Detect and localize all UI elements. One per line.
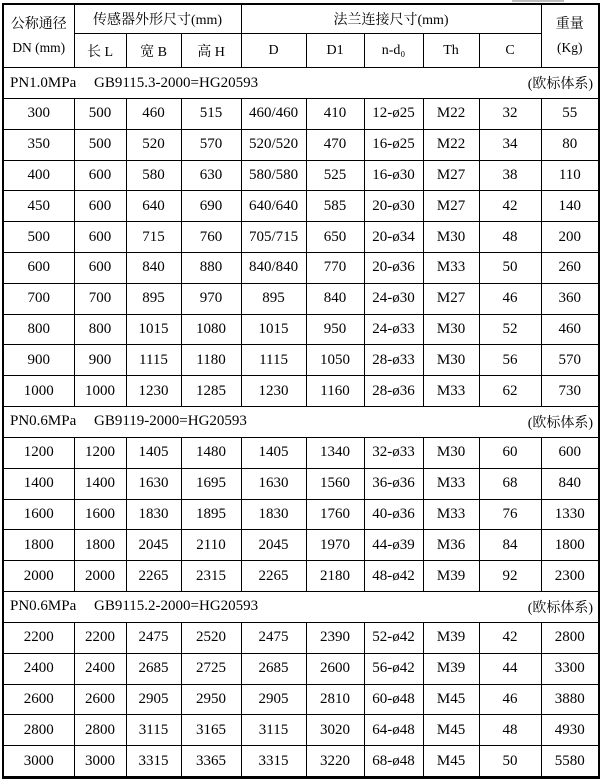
table-row bbox=[3, 191, 599, 222]
cell-d: 1830 bbox=[241, 499, 306, 530]
table-row bbox=[3, 99, 599, 130]
cell-width-b: 640 bbox=[126, 191, 181, 222]
cell-dn: 1600 bbox=[3, 499, 74, 530]
cell-width-b: 580 bbox=[126, 160, 181, 191]
cell-height-h: 1080 bbox=[181, 314, 241, 345]
table-row bbox=[3, 684, 599, 715]
cell-d1: 410 bbox=[306, 99, 364, 130]
cell-d: 1630 bbox=[241, 468, 306, 499]
cell-n-d0: 44-ø39 bbox=[364, 530, 423, 561]
cell-n-d0: 20-ø34 bbox=[364, 222, 423, 253]
cell-dn: 600 bbox=[3, 252, 74, 283]
cell-height-h: 690 bbox=[181, 191, 241, 222]
cell-c: 52 bbox=[479, 314, 541, 345]
table-row bbox=[3, 160, 599, 191]
cell-width-b: 895 bbox=[126, 283, 181, 314]
cell-length-l: 1400 bbox=[74, 468, 126, 499]
header-weight bbox=[541, 4, 599, 68]
cell-length-l: 600 bbox=[74, 191, 126, 222]
cell-th: M39 bbox=[423, 561, 479, 592]
cell-th: M45 bbox=[423, 715, 479, 746]
cell-d1: 1050 bbox=[306, 345, 364, 376]
cell-th: M27 bbox=[423, 191, 479, 222]
cell-th: M45 bbox=[423, 684, 479, 715]
cell-weight: 3300 bbox=[541, 653, 599, 684]
cell-height-h: 1285 bbox=[181, 376, 241, 407]
cell-c: 44 bbox=[479, 653, 541, 684]
cell-dn: 800 bbox=[3, 314, 74, 345]
section-header-row bbox=[3, 591, 599, 622]
cell-d: 460/460 bbox=[241, 99, 306, 130]
cell-height-h: 3365 bbox=[181, 746, 241, 778]
cell-weight: 460 bbox=[541, 314, 599, 345]
cell-d1: 585 bbox=[306, 191, 364, 222]
cell-th: M36 bbox=[423, 530, 479, 561]
cell-dn: 350 bbox=[3, 129, 74, 160]
cell-length-l: 1800 bbox=[74, 530, 126, 561]
cell-c: 46 bbox=[479, 283, 541, 314]
cell-length-l: 2000 bbox=[74, 561, 126, 592]
header-col-th: Th bbox=[423, 34, 479, 68]
flange-dimension-table bbox=[2, 3, 600, 779]
cell-length-l: 1000 bbox=[74, 376, 126, 407]
cell-d: 2685 bbox=[241, 653, 306, 684]
cell-n-d0: 56-ø42 bbox=[364, 653, 423, 684]
cell-length-l: 2800 bbox=[74, 715, 126, 746]
cell-d1: 1560 bbox=[306, 468, 364, 499]
cell-c: 48 bbox=[479, 222, 541, 253]
header-dn-sub: DN (mm) bbox=[12, 39, 66, 55]
table-row bbox=[3, 222, 599, 253]
cell-width-b: 1630 bbox=[126, 468, 181, 499]
table-header bbox=[3, 4, 599, 68]
cell-length-l: 1200 bbox=[74, 437, 126, 468]
cell-height-h: 1895 bbox=[181, 499, 241, 530]
cell-length-l: 600 bbox=[74, 222, 126, 253]
cell-d: 895 bbox=[241, 283, 306, 314]
header-col-length: 长 L bbox=[74, 34, 126, 68]
cell-th: M22 bbox=[423, 129, 479, 160]
cell-dn: 2800 bbox=[3, 715, 74, 746]
cell-d: 840/840 bbox=[241, 252, 306, 283]
cell-d1: 2600 bbox=[306, 653, 364, 684]
cell-n-d0: 68-ø48 bbox=[364, 746, 423, 778]
cell-d: 2045 bbox=[241, 530, 306, 561]
cell-length-l: 2400 bbox=[74, 653, 126, 684]
cell-d1: 3020 bbox=[306, 715, 364, 746]
cell-dn: 500 bbox=[3, 222, 74, 253]
cell-height-h: 2520 bbox=[181, 622, 241, 653]
cell-th: M27 bbox=[423, 283, 479, 314]
section-note: (欧标体系) bbox=[527, 77, 594, 92]
cell-width-b: 460 bbox=[126, 99, 181, 130]
cell-c: 84 bbox=[479, 530, 541, 561]
cell-height-h: 1180 bbox=[181, 345, 241, 376]
table-row bbox=[3, 437, 599, 468]
cell-dn: 1000 bbox=[3, 376, 74, 407]
table-row bbox=[3, 468, 599, 499]
cell-d: 1115 bbox=[241, 345, 306, 376]
cell-width-b: 1405 bbox=[126, 437, 181, 468]
section-header-cell bbox=[3, 406, 599, 437]
cell-weight: 3880 bbox=[541, 684, 599, 715]
section-standard: GB9119-2000=HG20593 bbox=[94, 413, 247, 430]
cell-n-d0: 60-ø48 bbox=[364, 684, 423, 715]
cell-th: M33 bbox=[423, 376, 479, 407]
cell-weight: 1800 bbox=[541, 530, 599, 561]
table-row bbox=[3, 499, 599, 530]
cell-length-l: 900 bbox=[74, 345, 126, 376]
cell-d: 580/580 bbox=[241, 160, 306, 191]
cell-weight: 55 bbox=[541, 99, 599, 130]
cell-d1: 470 bbox=[306, 129, 364, 160]
cell-length-l: 2600 bbox=[74, 684, 126, 715]
cell-length-l: 2200 bbox=[74, 622, 126, 653]
cell-d1: 770 bbox=[306, 252, 364, 283]
cell-length-l: 1600 bbox=[74, 499, 126, 530]
cell-c: 62 bbox=[479, 376, 541, 407]
section-header-cell bbox=[3, 591, 599, 622]
cell-weight: 360 bbox=[541, 283, 599, 314]
cell-length-l: 700 bbox=[74, 283, 126, 314]
cell-height-h: 970 bbox=[181, 283, 241, 314]
cell-d: 520/520 bbox=[241, 129, 306, 160]
cell-dn: 1200 bbox=[3, 437, 74, 468]
cell-weight: 200 bbox=[541, 222, 599, 253]
cell-c: 76 bbox=[479, 499, 541, 530]
section-header-row bbox=[3, 406, 599, 437]
cell-width-b: 1115 bbox=[126, 345, 181, 376]
cell-width-b: 840 bbox=[126, 252, 181, 283]
cell-th: M30 bbox=[423, 437, 479, 468]
cell-dn: 300 bbox=[3, 99, 74, 130]
cell-n-d0: 52-ø42 bbox=[364, 622, 423, 653]
cell-width-b: 520 bbox=[126, 129, 181, 160]
cell-dn: 450 bbox=[3, 191, 74, 222]
header-group-flange-dimensions: 法兰连接尺寸(mm) bbox=[241, 4, 541, 34]
cell-n-d0: 16-ø25 bbox=[364, 129, 423, 160]
cell-n-d0: 48-ø42 bbox=[364, 561, 423, 592]
header-dn-title: 公称通径 bbox=[10, 16, 67, 32]
header-col-width: 宽 B bbox=[126, 34, 181, 68]
cell-n-d0: 20-ø30 bbox=[364, 191, 423, 222]
cell-width-b: 1015 bbox=[126, 314, 181, 345]
cell-d: 3315 bbox=[241, 746, 306, 778]
section-pressure: PN1.0MPa bbox=[10, 74, 77, 91]
cell-c: 92 bbox=[479, 561, 541, 592]
cell-d: 2905 bbox=[241, 684, 306, 715]
cell-dn: 900 bbox=[3, 345, 74, 376]
cell-th: M33 bbox=[423, 252, 479, 283]
section-pressure: PN0.6MPa bbox=[10, 413, 77, 430]
section-note: (欧标体系) bbox=[527, 600, 594, 616]
cell-d1: 2810 bbox=[306, 684, 364, 715]
cell-d: 640/640 bbox=[241, 191, 306, 222]
scan-artifact bbox=[512, 0, 564, 2]
cell-th: M45 bbox=[423, 746, 479, 778]
cell-d1: 1160 bbox=[306, 376, 364, 407]
cell-d1: 3220 bbox=[306, 746, 364, 778]
section-header-row bbox=[3, 68, 599, 99]
cell-c: 46 bbox=[479, 684, 541, 715]
cell-d1: 2390 bbox=[306, 622, 364, 653]
cell-height-h: 2725 bbox=[181, 653, 241, 684]
table-row bbox=[3, 530, 599, 561]
cell-c: 32 bbox=[479, 99, 541, 130]
cell-dn: 1400 bbox=[3, 468, 74, 499]
table-row bbox=[3, 653, 599, 684]
cell-height-h: 570 bbox=[181, 129, 241, 160]
cell-width-b: 3115 bbox=[126, 715, 181, 746]
cell-height-h: 3165 bbox=[181, 715, 241, 746]
cell-th: M30 bbox=[423, 222, 479, 253]
cell-weight: 4930 bbox=[541, 715, 599, 746]
cell-length-l: 500 bbox=[74, 129, 126, 160]
table-row bbox=[3, 376, 599, 407]
cell-weight: 260 bbox=[541, 252, 599, 283]
cell-width-b: 2045 bbox=[126, 530, 181, 561]
cell-weight: 140 bbox=[541, 191, 599, 222]
cell-d1: 840 bbox=[306, 283, 364, 314]
cell-c: 38 bbox=[479, 160, 541, 191]
cell-d: 2265 bbox=[241, 561, 306, 592]
cell-n-d0: 28-ø36 bbox=[364, 376, 423, 407]
cell-dn: 2600 bbox=[3, 684, 74, 715]
cell-weight: 80 bbox=[541, 129, 599, 160]
header-weight-title: 重量 bbox=[555, 16, 584, 32]
cell-th: M33 bbox=[423, 499, 479, 530]
cell-c: 34 bbox=[479, 129, 541, 160]
table-row bbox=[3, 129, 599, 160]
cell-width-b: 2685 bbox=[126, 653, 181, 684]
cell-th: M27 bbox=[423, 160, 479, 191]
cell-height-h: 760 bbox=[181, 222, 241, 253]
cell-length-l: 600 bbox=[74, 160, 126, 191]
cell-d1: 650 bbox=[306, 222, 364, 253]
cell-weight: 730 bbox=[541, 376, 599, 407]
cell-d1: 2180 bbox=[306, 561, 364, 592]
cell-c: 50 bbox=[479, 746, 541, 778]
cell-th: M39 bbox=[423, 653, 479, 684]
cell-weight: 1330 bbox=[541, 499, 599, 530]
cell-d1: 1340 bbox=[306, 437, 364, 468]
cell-height-h: 1695 bbox=[181, 468, 241, 499]
cell-width-b: 2265 bbox=[126, 561, 181, 592]
cell-width-b: 2475 bbox=[126, 622, 181, 653]
cell-length-l: 600 bbox=[74, 252, 126, 283]
cell-dn: 2200 bbox=[3, 622, 74, 653]
cell-height-h: 2315 bbox=[181, 561, 241, 592]
cell-c: 68 bbox=[479, 468, 541, 499]
cell-dn: 2000 bbox=[3, 561, 74, 592]
cell-d: 1230 bbox=[241, 376, 306, 407]
cell-width-b: 1830 bbox=[126, 499, 181, 530]
cell-d: 1015 bbox=[241, 314, 306, 345]
section-header-cell bbox=[3, 68, 599, 99]
table-row bbox=[3, 715, 599, 746]
cell-weight: 570 bbox=[541, 345, 599, 376]
cell-weight: 600 bbox=[541, 437, 599, 468]
cell-c: 42 bbox=[479, 622, 541, 653]
cell-length-l: 500 bbox=[74, 99, 126, 130]
cell-dn: 1800 bbox=[3, 530, 74, 561]
header-col-d: D bbox=[241, 34, 306, 68]
cell-n-d0: 16-ø30 bbox=[364, 160, 423, 191]
cell-n-d0: 64-ø48 bbox=[364, 715, 423, 746]
cell-weight: 2300 bbox=[541, 561, 599, 592]
table-row bbox=[3, 283, 599, 314]
header-col-d1: D1 bbox=[306, 34, 364, 68]
cell-height-h: 515 bbox=[181, 99, 241, 130]
section-pressure: PN0.6MPa bbox=[10, 598, 77, 615]
header-col-n-d0: n-d₀ bbox=[364, 34, 423, 68]
cell-width-b: 715 bbox=[126, 222, 181, 253]
header-weight-sub: (Kg) bbox=[557, 39, 583, 55]
cell-d1: 950 bbox=[306, 314, 364, 345]
cell-d: 2475 bbox=[241, 622, 306, 653]
cell-n-d0: 40-ø36 bbox=[364, 499, 423, 530]
cell-weight: 5580 bbox=[541, 746, 599, 778]
cell-th: M22 bbox=[423, 99, 479, 130]
cell-th: M33 bbox=[423, 468, 479, 499]
cell-length-l: 800 bbox=[74, 314, 126, 345]
table-body bbox=[3, 68, 599, 778]
table-row bbox=[3, 746, 599, 778]
cell-n-d0: 24-ø33 bbox=[364, 314, 423, 345]
cell-d: 705/715 bbox=[241, 222, 306, 253]
header-col-height: 高 H bbox=[181, 34, 241, 68]
cell-weight: 2800 bbox=[541, 622, 599, 653]
cell-height-h: 630 bbox=[181, 160, 241, 191]
header-nominal-diameter bbox=[3, 4, 74, 68]
cell-th: M30 bbox=[423, 345, 479, 376]
header-group-sensor-dimensions: 传感器外形尺寸(mm) bbox=[74, 4, 241, 34]
cell-height-h: 880 bbox=[181, 252, 241, 283]
cell-c: 50 bbox=[479, 252, 541, 283]
cell-length-l: 3000 bbox=[74, 746, 126, 778]
cell-n-d0: 12-ø25 bbox=[364, 99, 423, 130]
cell-dn: 3000 bbox=[3, 746, 74, 778]
section-standard: GB9115.3-2000=HG20593 bbox=[94, 74, 259, 91]
cell-n-d0: 20-ø36 bbox=[364, 252, 423, 283]
cell-d1: 1760 bbox=[306, 499, 364, 530]
cell-weight: 110 bbox=[541, 160, 599, 191]
table-row bbox=[3, 345, 599, 376]
cell-d: 3115 bbox=[241, 715, 306, 746]
cell-d: 1405 bbox=[241, 437, 306, 468]
cell-width-b: 1230 bbox=[126, 376, 181, 407]
table-row bbox=[3, 561, 599, 592]
cell-c: 48 bbox=[479, 715, 541, 746]
cell-d1: 525 bbox=[306, 160, 364, 191]
cell-height-h: 2950 bbox=[181, 684, 241, 715]
header-col-c: C bbox=[479, 34, 541, 68]
table-row bbox=[3, 622, 599, 653]
cell-n-d0: 28-ø33 bbox=[364, 345, 423, 376]
cell-width-b: 3315 bbox=[126, 746, 181, 778]
cell-width-b: 2905 bbox=[126, 684, 181, 715]
cell-c: 42 bbox=[479, 191, 541, 222]
cell-height-h: 1480 bbox=[181, 437, 241, 468]
cell-dn: 400 bbox=[3, 160, 74, 191]
cell-c: 56 bbox=[479, 345, 541, 376]
cell-c: 60 bbox=[479, 437, 541, 468]
cell-weight: 840 bbox=[541, 468, 599, 499]
cell-dn: 700 bbox=[3, 283, 74, 314]
cell-d1: 1970 bbox=[306, 530, 364, 561]
section-note: (欧标体系) bbox=[527, 415, 594, 431]
cell-th: M30 bbox=[423, 314, 479, 345]
cell-n-d0: 36-ø36 bbox=[364, 468, 423, 499]
table-row bbox=[3, 314, 599, 345]
cell-n-d0: 32-ø33 bbox=[364, 437, 423, 468]
table-row bbox=[3, 252, 599, 283]
cell-dn: 2400 bbox=[3, 653, 74, 684]
cell-th: M39 bbox=[423, 622, 479, 653]
cell-n-d0: 24-ø30 bbox=[364, 283, 423, 314]
section-standard: GB9115.2-2000=HG20593 bbox=[94, 598, 259, 615]
cell-height-h: 2110 bbox=[181, 530, 241, 561]
